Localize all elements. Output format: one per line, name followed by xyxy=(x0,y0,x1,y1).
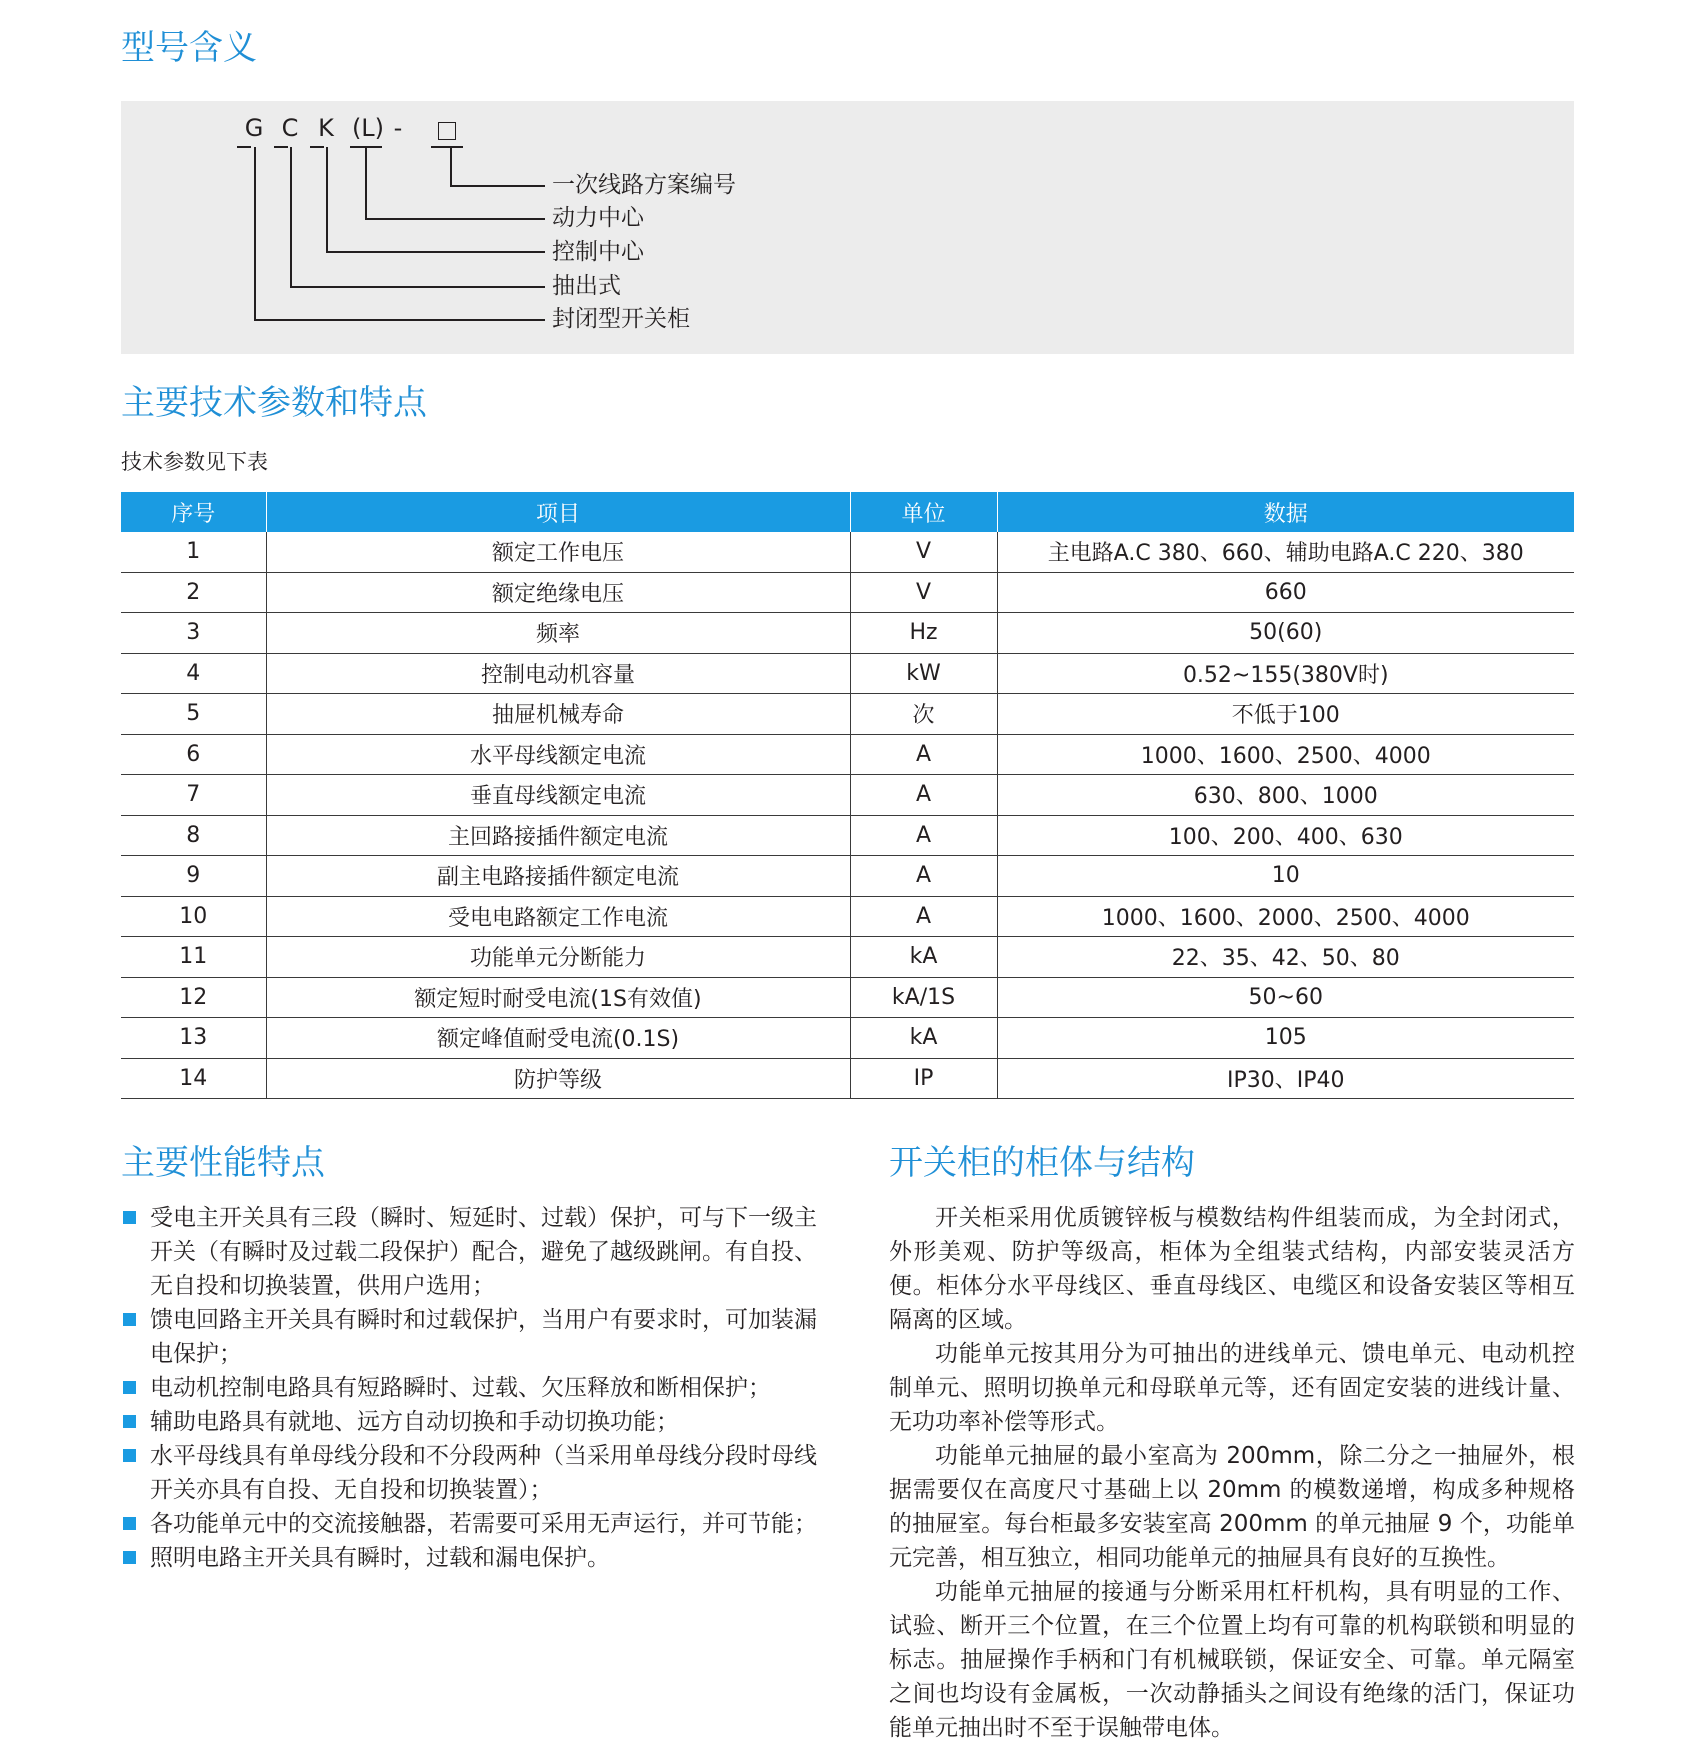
cell-index: 4 xyxy=(121,653,266,694)
cell-unit: kA xyxy=(850,1018,997,1059)
cell-item: 抽屉机械寿命 xyxy=(266,694,850,735)
cell-item: 垂直母线额定电流 xyxy=(266,775,850,816)
table-row xyxy=(121,977,1574,1018)
list-item xyxy=(121,1405,821,1439)
header-item: 项目 xyxy=(266,492,850,532)
leader-box-v xyxy=(450,147,452,187)
cell-data: 660 xyxy=(997,572,1574,613)
structure-paragraph: 功能单元抽屉的接通与分断采用杠杆机构，具有明显的工作、试验、断开三个位置，在三个位置上均有可靠的机构联锁和明显的标志。抽屉操作手柄和门有机械联锁，保证安全、可靠。单元隔室之间也均设有金属板，一次动静插头之间设有绝缘的活门，保证功能单元抽出时不至于误触带电体。 xyxy=(889,1579,1575,1741)
cell-data: IP30、IP40 xyxy=(997,1058,1574,1099)
square-bullet-icon xyxy=(123,1551,136,1564)
cell-index: 9 xyxy=(121,856,266,897)
cell-unit: IP xyxy=(850,1058,997,1099)
cell-unit: A xyxy=(850,856,997,897)
square-bullet-icon xyxy=(123,1517,136,1530)
table-row xyxy=(121,856,1574,897)
cell-item: 额定绝缘电压 xyxy=(266,572,850,613)
cell-data: 1000、1600、2000、2500、4000 xyxy=(997,896,1574,937)
feature-text: 受电主开关具有三段（瞬时、短延时、过载）保护，可与下一级主开关（有瞬时及过载二段保护）配合，避免了越级跳闸。有自投、无自投和切换装置，供用户选用； xyxy=(150,1205,817,1299)
code-letter-c: C xyxy=(281,114,299,142)
leader-g-h xyxy=(254,319,545,321)
leader-box-h xyxy=(450,185,545,187)
structure-paragraph: 功能单元按其用分为可抽出的进线单元、馈电单元、电动机控制单元、照明切换单元和母联单元等，还有固定安装的进线计量、无功功率补偿等形式。 xyxy=(889,1341,1575,1435)
cell-unit: A xyxy=(850,896,997,937)
feature-list xyxy=(121,1201,821,1575)
table-header-row xyxy=(121,492,1574,532)
cell-index: 11 xyxy=(121,937,266,978)
code-letter-g: G xyxy=(244,114,264,142)
leader-c-h xyxy=(290,286,545,288)
underline-c xyxy=(274,146,288,148)
header-unit: 单位 xyxy=(850,492,997,532)
cell-data: 主电路A.C 380、660、辅助电路A.C 220、380 xyxy=(997,532,1574,572)
square-bullet-icon xyxy=(123,1381,136,1394)
feature-text: 电动机控制电路具有短路瞬时、过载、欠压释放和断相保护； xyxy=(150,1375,771,1401)
leader-l-v xyxy=(365,147,367,220)
feature-text: 辅助电路具有就地、远方自动切换和手动切换功能； xyxy=(150,1409,679,1435)
scheme-number-box xyxy=(438,122,456,140)
cell-item: 功能单元分断能力 xyxy=(266,937,850,978)
list-item xyxy=(121,1201,821,1303)
cell-item: 额定短时耐受电流(1S有效值) xyxy=(266,977,850,1018)
tech-section-title: 主要技术参数和特点 xyxy=(121,383,427,423)
cell-unit: V xyxy=(850,532,997,572)
tech-params-table xyxy=(121,492,1574,1099)
square-bullet-icon xyxy=(123,1313,136,1326)
cell-item: 频率 xyxy=(266,613,850,654)
table-row xyxy=(121,775,1574,816)
table-row xyxy=(121,613,1574,654)
cell-item: 受电电路额定工作电流 xyxy=(266,896,850,937)
cell-index: 5 xyxy=(121,694,266,735)
cell-unit: kA xyxy=(850,937,997,978)
cell-unit: 次 xyxy=(850,694,997,735)
cell-index: 10 xyxy=(121,896,266,937)
cell-index: 1 xyxy=(121,532,266,572)
cell-item: 主回路接插件额定电流 xyxy=(266,815,850,856)
cell-data: 0.52~155(380V时) xyxy=(997,653,1574,694)
cell-unit: kA/1S xyxy=(850,977,997,1018)
square-bullet-icon xyxy=(123,1211,136,1224)
table-row xyxy=(121,1058,1574,1099)
cell-index: 6 xyxy=(121,734,266,775)
table-row xyxy=(121,572,1574,613)
cell-data: 22、35、42、50、80 xyxy=(997,937,1574,978)
cell-index: 8 xyxy=(121,815,266,856)
cell-data: 630、800、1000 xyxy=(997,775,1574,816)
cell-index: 13 xyxy=(121,1018,266,1059)
header-data: 数据 xyxy=(997,492,1574,532)
leader-k-h xyxy=(326,251,545,253)
cell-index: 14 xyxy=(121,1058,266,1099)
feature-text: 照明电路主开关具有瞬时，过载和漏电保护。 xyxy=(150,1545,610,1571)
structure-text xyxy=(889,1201,1575,1745)
code-letter-l: (L) xyxy=(351,114,385,142)
table-row xyxy=(121,937,1574,978)
meaning-control-center: 控制中心 xyxy=(552,239,644,265)
cell-data: 100、200、400、630 xyxy=(997,815,1574,856)
meaning-withdrawable: 抽出式 xyxy=(552,273,621,299)
list-item xyxy=(121,1439,821,1507)
square-bullet-icon xyxy=(123,1415,136,1428)
cell-unit: kW xyxy=(850,653,997,694)
table-row xyxy=(121,653,1574,694)
tech-intro-text: 技术参数见下表 xyxy=(121,450,268,474)
meaning-enclosed-cabinet: 封闭型开关柜 xyxy=(552,306,690,332)
leader-l-h xyxy=(365,218,545,220)
cell-unit: A xyxy=(850,815,997,856)
underline-box xyxy=(431,146,463,148)
list-item xyxy=(121,1303,821,1371)
structure-section-title: 开关柜的柜体与结构 xyxy=(889,1143,1195,1183)
underline-g xyxy=(237,146,251,148)
square-bullet-icon xyxy=(123,1449,136,1462)
cell-item: 副主电路接插件额定电流 xyxy=(266,856,850,897)
cell-data: 10 xyxy=(997,856,1574,897)
structure-paragraph: 功能单元抽屉的最小室高为 200mm，除二分之一抽屉外，根据需要仅在高度尺寸基础上以 20mm 的模数递增，构成多种规格的抽屉室。每台柜最多安装室高 200mm 的单元抽屉 9 个，功能单元完善，相互独立，相同功能单元的抽屉具有良好的互换性。 xyxy=(889,1443,1575,1571)
cell-item: 额定峰值耐受电流(0.1S) xyxy=(266,1018,850,1059)
table-row xyxy=(121,815,1574,856)
code-letter-k: K xyxy=(318,114,334,142)
table-row xyxy=(121,896,1574,937)
structure-paragraph: 开关柜采用优质镀锌板与模数结构件组装而成，为全封闭式，外形美观、防护等级高，柜体为全组装式结构，内部安装灵活方便。柜体分水平母线区、垂直母线区、电缆区和设备安装区等相互隔离的区域。 xyxy=(889,1205,1575,1333)
list-item xyxy=(121,1507,821,1541)
list-item xyxy=(121,1541,821,1575)
model-section-title: 型号含义 xyxy=(121,28,257,68)
feature-text: 各功能单元中的交流接触器，若需要可采用无声运行，并可节能； xyxy=(150,1511,817,1537)
meaning-scheme-number: 一次线路方案编号 xyxy=(552,172,736,198)
cell-unit: A xyxy=(850,734,997,775)
leader-g-v xyxy=(254,147,256,321)
performance-section-title: 主要性能特点 xyxy=(121,1143,325,1183)
table-body xyxy=(121,532,1574,1099)
cell-unit: A xyxy=(850,775,997,816)
cell-index: 12 xyxy=(121,977,266,1018)
cell-item: 控制电动机容量 xyxy=(266,653,850,694)
cell-unit: V xyxy=(850,572,997,613)
cell-data: 不低于100 xyxy=(997,694,1574,735)
cell-data: 50~60 xyxy=(997,977,1574,1018)
cell-unit: Hz xyxy=(850,613,997,654)
cell-index: 2 xyxy=(121,572,266,613)
cell-item: 水平母线额定电流 xyxy=(266,734,850,775)
cell-item: 防护等级 xyxy=(266,1058,850,1099)
feature-text: 馈电回路主开关具有瞬时和过载保护，当用户有要求时，可加装漏电保护； xyxy=(150,1307,817,1367)
cell-data: 1000、1600、2500、4000 xyxy=(997,734,1574,775)
table-row xyxy=(121,734,1574,775)
model-code-diagram xyxy=(121,101,1574,354)
underline-k xyxy=(310,146,324,148)
table-row xyxy=(121,1018,1574,1059)
list-item xyxy=(121,1371,821,1405)
cell-data: 50(60) xyxy=(997,613,1574,654)
header-index: 序号 xyxy=(121,492,266,532)
leader-c-v xyxy=(290,147,292,288)
meaning-power-center: 动力中心 xyxy=(552,205,644,231)
leader-k-v xyxy=(326,147,328,253)
code-dash: - xyxy=(393,114,403,142)
table-row xyxy=(121,532,1574,572)
cell-index: 3 xyxy=(121,613,266,654)
cell-index: 7 xyxy=(121,775,266,816)
cell-data: 105 xyxy=(997,1018,1574,1059)
cell-item: 额定工作电压 xyxy=(266,532,850,572)
table-row xyxy=(121,694,1574,735)
feature-text: 水平母线具有单母线分段和不分段两种（当采用单母线分段时母线开关亦具有自投、无自投和切换装置）； xyxy=(150,1443,817,1503)
